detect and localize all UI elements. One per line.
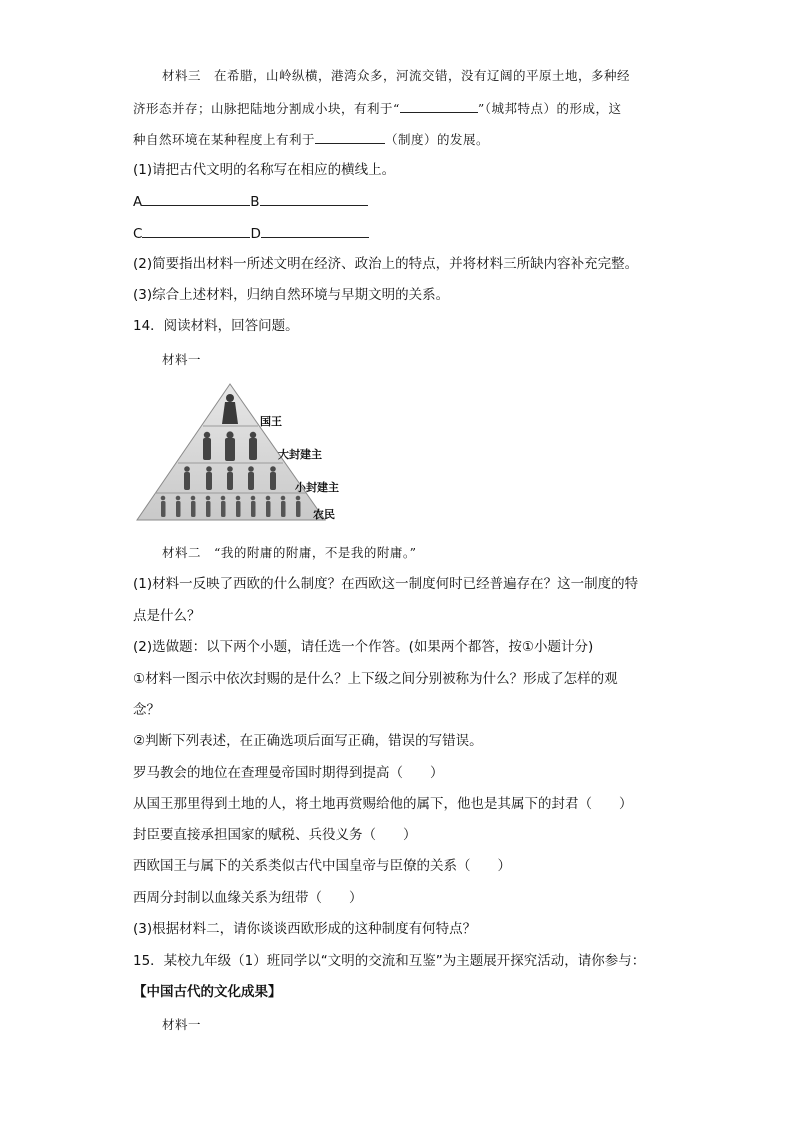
label-d: D xyxy=(250,226,261,242)
judgment-statement-4: 西欧国王与属下的关系类似古代中国皇帝与臣僚的关系（ ） xyxy=(133,858,511,874)
q13-sub2: (2)简要指出材料一所述文明在经济、政治上的特点，并将材料三所缺内容补充完整。 xyxy=(133,256,639,272)
q13-answer-row-ab xyxy=(133,191,368,212)
pyramid-label-peasants: 农民 xyxy=(313,508,335,521)
pyramid-label-king: 国王 xyxy=(260,415,282,428)
q14-option2: ②判断下列表述，在正确选项后面写正确，错误的写错误。 xyxy=(133,733,483,749)
q15-material1-label: 材料一 xyxy=(162,1017,202,1032)
material3-line1 xyxy=(162,66,630,86)
material3-text2b: ”（城邦特点）的形成，这 xyxy=(477,101,622,116)
material3-line3 xyxy=(133,129,489,150)
material3-text2a: 济形态并存；山脉把陆地分割成小块，有利于“ xyxy=(133,101,400,116)
material3-text1: 材料三 在希腊，山岭纵横，港湾众多，河流交错，没有辽阔的平原土地，多种经 xyxy=(162,68,631,83)
judgment-statement-5: 西周分封制以血缘关系为纽带（ ） xyxy=(133,890,363,906)
judgment-statement-1: 罗马教会的地位在查理曼帝国时期得到提高（ ） xyxy=(133,765,444,781)
q14-sub2: (2)选做题：以下两个小题，请任选一个作答。(如果两个都答，按①小题计分) xyxy=(133,639,594,655)
system-blank[interactable] xyxy=(315,129,385,144)
q14-heading: 14．阅读材料，回答问题。 xyxy=(133,318,299,334)
judgment-statement-2: 从国王那里得到土地的人，将土地再赏赐给他的属下，他也是其属下的封君（ ） xyxy=(133,796,633,812)
answer-blank-a[interactable] xyxy=(142,191,250,206)
q13-sub3: (3)综合上述材料，归纳自然环境与早期文明的关系。 xyxy=(133,287,450,303)
answer-blank-b[interactable] xyxy=(260,191,368,206)
q14-material2: 材料二 “我的附庸的附庸，不是我的附庸。” xyxy=(162,545,417,560)
city-state-blank[interactable] xyxy=(400,98,478,113)
q14-material1-label: 材料一 xyxy=(162,352,202,367)
label-b: B xyxy=(250,194,260,210)
material3-text3b: （制度）的发展。 xyxy=(385,132,490,147)
q13-sub1: (1)请把古代文明的名称写在相应的横线上。 xyxy=(133,162,396,178)
label-c: C xyxy=(133,226,143,242)
answer-blank-c[interactable] xyxy=(142,223,250,238)
answer-blank-d[interactable] xyxy=(261,223,369,238)
q15-heading: 15．某校九年级（1）班同学以“文明的交流和互鉴”为主题展开探究活动，请你参与： xyxy=(133,953,646,969)
q14-sub3: (3)根据材料二，请你谈谈西欧形成的这种制度有何特点？ xyxy=(133,921,477,937)
q14-sub1-line2: 点是什么？ xyxy=(133,608,201,624)
q15-section-title: 【中国古代的文化成果】 xyxy=(133,984,282,1000)
material3-text3a: 种自然环境在某种程度上有利于 xyxy=(133,132,316,147)
pyramid-label-lesser-lords: 小封建主 xyxy=(295,481,339,494)
q14-option1-line1: ①材料一图示中依次封赐的是什么？上下级之间分别被称为什么？形成了怎样的观 xyxy=(133,671,618,687)
q14-option1-line2: 念？ xyxy=(133,702,160,718)
label-a: A xyxy=(133,194,143,210)
material3-line2 xyxy=(133,98,622,119)
feudal-hierarchy-pyramid xyxy=(135,380,375,525)
pyramid-label-great-lords: 大封建主 xyxy=(278,448,322,461)
q13-answer-row-cd xyxy=(133,223,369,244)
q14-sub1-line1: (1)材料一反映了西欧的什么制度？在西欧这一制度何时已经普遍存在？这一制度的特 xyxy=(133,576,639,592)
judgment-statement-3: 封臣要直接承担国家的赋税、兵役义务（ ） xyxy=(133,827,417,843)
